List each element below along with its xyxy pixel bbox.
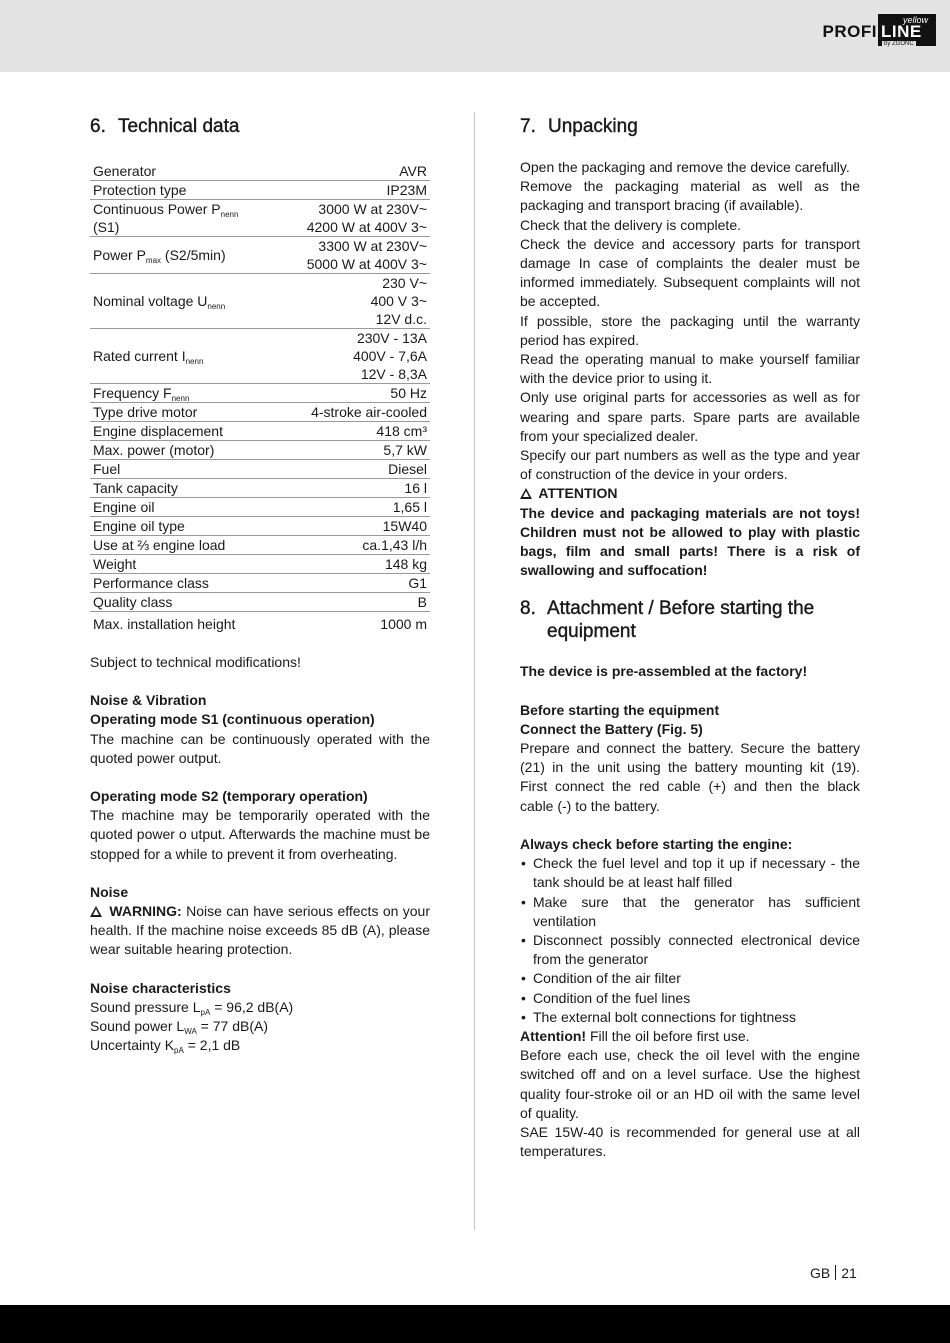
- value-line: 400 V 3~: [370, 293, 427, 309]
- label-text: Weight: [93, 556, 137, 572]
- table-label: [90, 384, 275, 403]
- sae-text: SAE 15W-40 is recommended for general use at all temperatures.: [520, 1123, 860, 1160]
- unpacking-text: [520, 158, 860, 484]
- label-subscript: nenn: [171, 394, 190, 403]
- value-line: 4200 W at 400V 3~: [306, 219, 427, 235]
- heading-number: 6.: [90, 116, 106, 137]
- table-label: [90, 593, 275, 612]
- oil-text: Before each use, check the oil level with the engine switched off and on a level surface. Use the highest quality four-stroke oil or an HD oil with the same level of quality.: [520, 1047, 860, 1121]
- table-row: [90, 536, 430, 555]
- label-suffix: (S2/5min): [161, 247, 226, 263]
- sound-pressure-sub: pA: [200, 1007, 211, 1017]
- sound-pressure-label: Sound pressure L: [90, 998, 201, 1015]
- table-label: [90, 460, 275, 479]
- unpacking-paragraph: Only use original parts for accessories as well as for wearing and spare parts. Spare parts are available from your specialized dealer.: [520, 389, 860, 444]
- unpacking-paragraph: Read the operating manual to make yourself familiar with the device prior to using it.: [520, 351, 860, 387]
- warning-triangle-icon: [520, 488, 532, 499]
- sound-power-value: = 77 dB(A): [196, 1018, 268, 1035]
- table-row: [90, 612, 430, 634]
- logo-box: [878, 14, 936, 46]
- heading-number: 7.: [520, 116, 536, 137]
- table-label: [90, 479, 275, 498]
- label-text: Power P: [93, 247, 146, 263]
- section-heading-attachment: [520, 597, 860, 643]
- noise-characteristics-title: Noise characteristics: [90, 979, 231, 996]
- label-text: Protection type: [93, 182, 187, 198]
- label-text: Engine oil type: [93, 518, 185, 534]
- oil-attention-text: Fill the oil before first use.: [586, 1027, 750, 1044]
- table-value: [275, 200, 430, 237]
- check-item: • Condition of the fuel lines: [520, 989, 860, 1008]
- check-item: • Check the fuel level and top it up if necessary - the tank should be at least half filled: [520, 854, 860, 892]
- table-value: 4-stroke air-cooled: [275, 403, 430, 422]
- value-line: 5000 W at 400V 3~: [306, 256, 427, 272]
- attention-title: [520, 484, 860, 503]
- table-label: [90, 498, 275, 517]
- table-value: ca.1,43 l/h: [275, 536, 430, 555]
- table-value: 5,7 kW: [275, 441, 430, 460]
- unpacking-paragraph: Check the device and accessory parts for transport damage In case of complaints the dealer must be informed immediately. Subsequent complaints will not be accepted.: [520, 235, 860, 310]
- table-label: [90, 403, 275, 422]
- sound-pressure-value: = 96,2 dB(A): [210, 998, 294, 1015]
- footer-separator: [835, 1265, 836, 1280]
- uncertainty-label: Uncertainty K: [90, 1037, 175, 1054]
- section-heading-technical-data: [90, 115, 430, 138]
- table-value: IP23M: [275, 181, 430, 200]
- warning-text: Noise can have serious effects on your health. If the machine noise exceeds 85 dB (A), please wear suitable hearing protection.: [90, 903, 430, 958]
- uncertainty: [90, 1036, 430, 1055]
- logo-profi: PROFI: [822, 22, 877, 41]
- label-text: Engine oil: [93, 499, 155, 515]
- table-value: [275, 274, 430, 329]
- table-row: [90, 555, 430, 574]
- battery-text: Prepare and connect the battery. Secure the battery (21) in the unit using the battery mounting kit (19). First connect the red cable (+) and then the black cable (-) to the battery.: [520, 740, 860, 814]
- s2-title: Operating mode S2 (temporary operation): [90, 788, 368, 805]
- table-label: [90, 422, 275, 441]
- logo-by: by ZGONC: [884, 41, 914, 47]
- technical-data-table: [90, 162, 430, 633]
- table-row: [90, 479, 430, 498]
- unpacking-paragraph: Specify our part numbers as well as the type and year of construction of the device in your orders.: [520, 447, 860, 483]
- before-starting-title: Before starting the equipment: [520, 701, 720, 718]
- value-line: 230V - 13A: [356, 330, 427, 346]
- noise-vibration-title: Noise & Vibration: [90, 692, 207, 709]
- table-value: AVR: [275, 162, 430, 181]
- table-label: [90, 536, 275, 555]
- label-subscript: max: [145, 256, 162, 265]
- brand-logo: [823, 14, 936, 48]
- noise-warning: [90, 902, 430, 960]
- table-label: [90, 612, 275, 634]
- table-row: [90, 498, 430, 517]
- label-subscript: nenn: [207, 302, 226, 311]
- sound-pressure: [90, 998, 430, 1017]
- table-value: 50 Hz: [275, 384, 430, 403]
- warning-triangle-icon: [90, 906, 102, 917]
- table-row: [90, 574, 430, 593]
- check-item: • Disconnect possibly connected electronical device from the generator: [520, 931, 860, 969]
- value-line: 3300 W at 230V~: [318, 238, 427, 254]
- label-text: Fuel: [93, 461, 121, 477]
- unpacking-paragraph: If possible, store the packaging until the warranty period has expired.: [520, 312, 860, 348]
- column-divider: [474, 112, 475, 1230]
- table-value: Diesel: [275, 460, 430, 479]
- logo-line: LINE: [881, 22, 922, 41]
- uncertainty-value: = 2,1 dB: [183, 1037, 241, 1054]
- table-value: 1000 m: [380, 616, 427, 632]
- table-row: [90, 517, 430, 536]
- table-label: [90, 329, 275, 384]
- value-line: 12V - 8,3A: [360, 366, 427, 382]
- uncertainty-sub: pA: [174, 1046, 184, 1056]
- logo-yellow: yellow: [902, 15, 928, 25]
- sound-power: [90, 1017, 430, 1036]
- table-row: [90, 441, 430, 460]
- table-label: [90, 274, 275, 329]
- s2-text: The machine may be temporarily operated with the quoted power o utput. Afterwards the machine must be stopped for a while to prevent it from overheating.: [90, 807, 430, 862]
- s1-text: The machine can be continuously operated with the quoted power output.: [90, 730, 430, 766]
- table-value: 1,65 l: [275, 498, 430, 517]
- unpacking-paragraph: Check that the delivery is complete.: [520, 216, 741, 233]
- left-column: [90, 115, 430, 1055]
- subject-note: Subject to technical modifications!: [90, 654, 301, 670]
- oil-attention: [520, 1027, 860, 1046]
- table-row: [90, 384, 430, 403]
- table-label: [90, 200, 275, 237]
- label-subscript: nenn: [185, 357, 204, 366]
- label-text: Use at ⅔ engine load: [93, 537, 226, 553]
- warning-label: WARNING:: [109, 903, 182, 920]
- always-check-title: Always check before starting the engine:: [520, 835, 793, 852]
- table-label: [90, 237, 275, 274]
- table-value: [275, 329, 430, 384]
- label-text: Quality class: [93, 594, 173, 610]
- table-label: [90, 555, 275, 574]
- table-value: B: [275, 593, 430, 612]
- label-text: Frequency F: [93, 385, 172, 401]
- table-row: [90, 329, 430, 384]
- table-label: [90, 441, 275, 460]
- label-line2: (S1): [93, 219, 120, 235]
- attention-label: ATTENTION: [538, 485, 618, 502]
- noise-title: Noise: [90, 883, 129, 900]
- oil-attention-label: Attention!: [520, 1027, 587, 1044]
- sound-power-sub: WA: [184, 1027, 197, 1037]
- label-text: Continuous Power P: [93, 201, 221, 217]
- label-text: Type drive motor: [93, 404, 198, 420]
- table-row: [90, 274, 430, 329]
- label-text: Tank capacity: [93, 480, 178, 496]
- table-value: [275, 237, 430, 274]
- table-value: 15W40: [275, 517, 430, 536]
- label-text: Generator: [93, 163, 157, 179]
- unpacking-paragraph: Remove the packaging material as well as the packaging and transport bracing (if available).: [520, 178, 860, 214]
- table-label: [90, 574, 275, 593]
- table-label: [90, 181, 275, 200]
- table-value: 16 l: [275, 479, 430, 498]
- value-line: 230 V~: [382, 275, 427, 291]
- label-text: Engine displacement: [93, 423, 223, 439]
- table-label: [90, 517, 275, 536]
- label-text: Max. power (motor): [93, 442, 215, 458]
- unpacking-paragraph: Open the packaging and remove the device carefully.: [520, 159, 850, 175]
- battery-title: Connect the Battery (Fig. 5): [520, 720, 703, 737]
- s1-title: Operating mode S1 (continuous operation): [90, 711, 375, 728]
- check-item: • Condition of the air filter: [520, 969, 860, 988]
- footer-lang: GB: [810, 1265, 831, 1281]
- footer-bar: [0, 1305, 950, 1343]
- table-row: [90, 162, 430, 181]
- heading-text: Technical data: [118, 116, 240, 137]
- value-line: 12V d.c.: [375, 311, 427, 327]
- table-row: [90, 237, 430, 274]
- table-row: [90, 200, 430, 237]
- heading-text: Unpacking: [548, 116, 638, 137]
- check-item: • The external bolt connections for tightness: [520, 1008, 860, 1027]
- label-text: Nominal voltage U: [93, 293, 208, 309]
- table-value: G1: [275, 574, 430, 593]
- sound-power-label: Sound power L: [90, 1018, 185, 1035]
- table-row: [90, 593, 430, 612]
- right-column: [520, 115, 860, 1161]
- table-row: [90, 422, 430, 441]
- value-line: 3000 W at 230V~: [318, 201, 427, 217]
- table-row: [90, 181, 430, 200]
- label-text: Max. installation height: [93, 616, 236, 632]
- label-text: Rated current I: [93, 348, 186, 364]
- header-bar: [0, 0, 950, 72]
- table-row: [90, 460, 430, 479]
- value-line: 400V - 7,6A: [353, 348, 427, 364]
- page-number: [810, 1265, 857, 1281]
- footer-page: 21: [841, 1265, 857, 1281]
- preassembled-note: The device is pre-assembled at the factory!: [520, 663, 808, 680]
- heading-number: 8.: [520, 598, 536, 620]
- table-value: 418 cm³: [275, 422, 430, 441]
- label-text: Performance class: [93, 575, 209, 591]
- table-value: 148 kg: [275, 555, 430, 574]
- table-label: [90, 162, 275, 181]
- label-subscript: nenn: [220, 210, 239, 219]
- check-list: [520, 854, 860, 1027]
- section-heading-unpacking: [520, 115, 860, 138]
- check-item: • Make sure that the generator has sufficient ventilation: [520, 893, 860, 931]
- table-row: [90, 403, 430, 422]
- heading-text: Attachment / Before starting the equipment: [547, 598, 815, 643]
- attention-text: The device and packaging materials are not toys! Children must not be allowed to play with plastic bags, film and small parts! There is a risk of swallowing and suffocation!: [520, 504, 860, 579]
